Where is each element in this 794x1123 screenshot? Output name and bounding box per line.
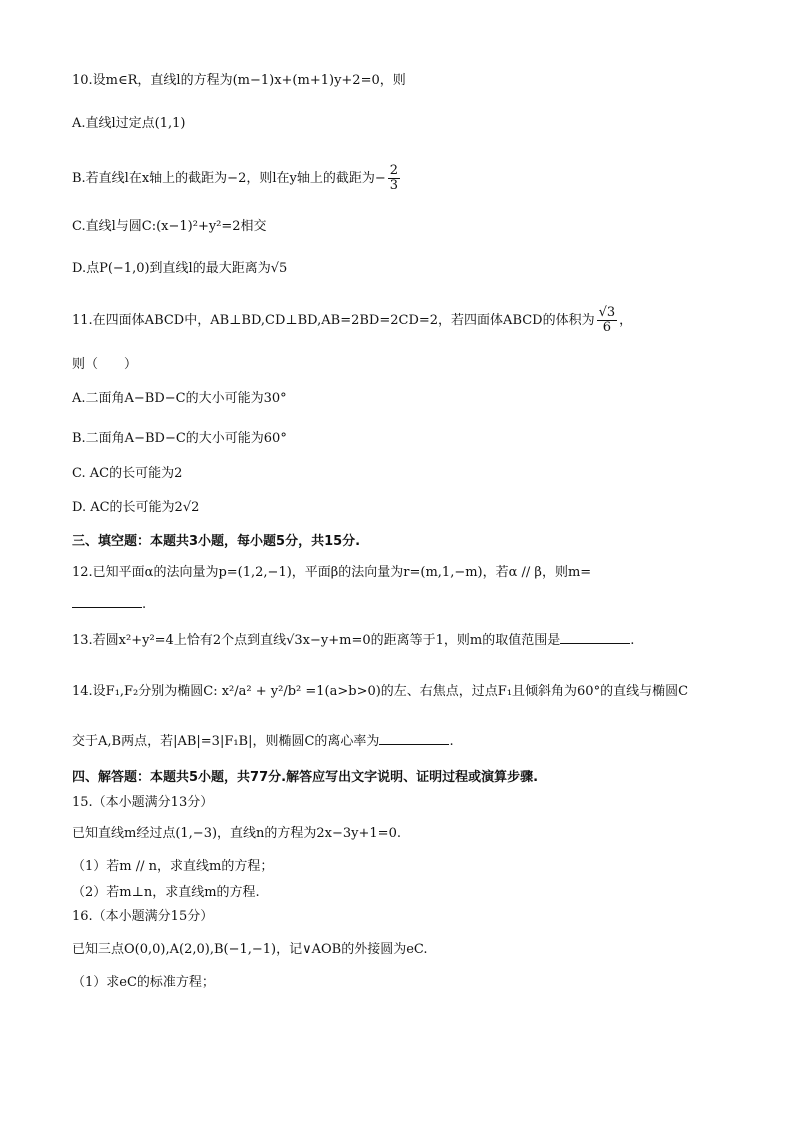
question-14-stem: 14.设F₁,F₂分别为椭圆C: x²/a² + y²/b² =1(a>b>0)的左、右焦点，过点F₁且倾斜角为60°的直线与椭圆C xyxy=(72,684,689,699)
question-14-text: 交于A,B两点，若|AB|=3|F₁B|，则椭圆C的离心率为 xyxy=(72,734,380,749)
fraction xyxy=(388,164,400,193)
answer-blank xyxy=(379,732,449,745)
question-11-prompt: 则（ ） xyxy=(72,357,138,372)
fraction-numerator: √3 xyxy=(598,305,616,320)
question-16-stem: 已知三点O(0,0),A(2,0),B(−1,−1)，记∨AOB的外接圆为eC. xyxy=(72,942,428,957)
answer-period: . xyxy=(142,597,147,612)
question-11-stem xyxy=(72,306,632,335)
question-16-part-1: （1）求eC的标准方程； xyxy=(72,975,215,990)
question-10-option-c: C.直线l与圆C:(x−1)²+y²=2相交 xyxy=(72,219,267,234)
question-10-option-b xyxy=(72,164,402,193)
question-13-text: 13.若圆x²+y²=4上恰有2个点到直线√3x−y+m=0的距离等于1，则m的取值范围是 xyxy=(72,633,561,648)
option-b-text: B.若直线l在x轴上的截距为−2，则l在y轴上的截距为− xyxy=(72,171,386,186)
question-11-option-b: B.二面角A−BD−C的大小可能为60° xyxy=(72,431,287,446)
question-14-stem-continued: 交于A,B两点，若|AB|=3|F₁B|，则椭圆C的离心率为 . xyxy=(72,734,454,749)
question-11-text-tail: ， xyxy=(619,313,633,328)
question-10-option-d: D.点P(−1,0)到直线l的最大距离为√5 xyxy=(72,261,288,276)
section-heading-solutions: 四、解答题：本题共5小题，共77分.解答应写出文字说明、证明过程或演算步骤. xyxy=(72,770,539,785)
fraction-denominator: 3 xyxy=(389,178,399,193)
question-15-header: 15.（本小题满分13分） xyxy=(72,795,214,810)
answer-blank xyxy=(72,595,142,608)
question-11-option-d: D. AC的长可能为2√2 xyxy=(72,500,200,515)
question-13-stem: 13.若圆x²+y²=4上恰有2个点到直线√3x−y+m=0的距离等于1，则m的取值范围是 . xyxy=(72,633,635,648)
question-15-part-1: （1）若m // n，求直线m的方程； xyxy=(72,859,274,874)
question-16-header: 16.（本小题满分15分） xyxy=(72,909,214,924)
fraction xyxy=(597,306,618,335)
question-12-answer-line xyxy=(72,594,146,616)
section-heading-fill-in: 三、填空题：本题共3小题，每小题5分，共15分. xyxy=(72,534,361,549)
question-12-stem: 12.已知平面α的法向量为p=(1,2,−1)，平面β的法向量为r=(m,1,−m)，若α // β，则m= xyxy=(72,565,592,580)
fraction-denominator: 6 xyxy=(602,320,612,335)
question-10-stem: 10.设m∈R，直线l的方程为(m−1)x+(m+1)y+2=0，则 xyxy=(72,73,406,88)
question-15-stem: 已知直线m经过点(1,−3)，直线n的方程为2x−3y+1=0. xyxy=(72,826,401,841)
question-11-option-c: C. AC的长可能为2 xyxy=(72,466,183,481)
question-15-part-2: （2）若m⊥n，求直线m的方程. xyxy=(72,885,260,900)
question-10-option-a: A.直线l过定点(1,1) xyxy=(72,116,186,131)
answer-blank xyxy=(560,631,630,644)
question-11-text: 11.在四面体ABCD中，AB⊥BD,CD⊥BD,AB=2BD=2CD=2，若四面体ABCD的体积为 xyxy=(72,313,595,328)
fraction-numerator: 2 xyxy=(389,163,399,178)
question-11-option-a: A.二面角A−BD−C的大小可能为30° xyxy=(72,391,287,406)
